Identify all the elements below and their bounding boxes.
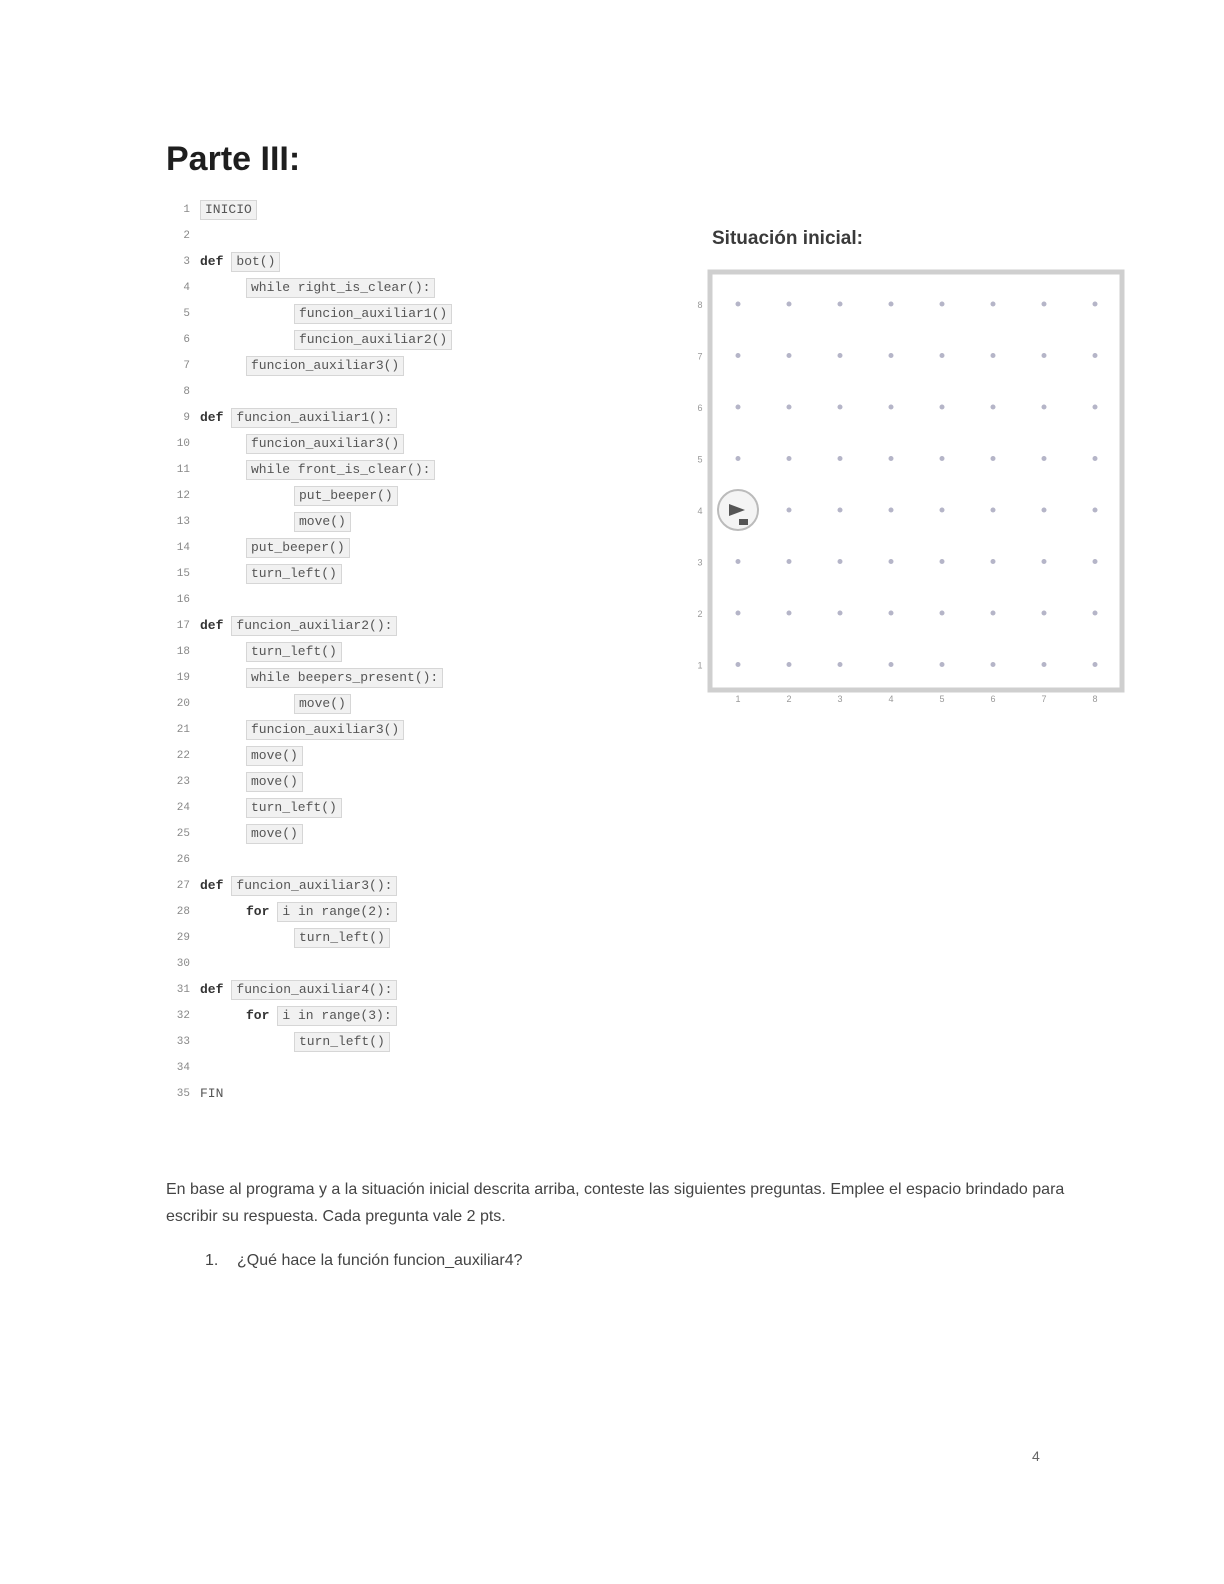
code-line xyxy=(166,249,606,275)
code-text: funcion_auxiliar3() xyxy=(246,720,404,740)
line-number: 6 xyxy=(183,334,190,346)
code-line xyxy=(166,847,606,873)
code-text: while front_is_clear(): xyxy=(246,460,435,480)
line-number: 25 xyxy=(176,828,190,840)
code-line xyxy=(166,561,606,587)
street-label: 5 xyxy=(697,454,703,465)
code-text: turn_left() xyxy=(294,1032,390,1052)
line-number: 21 xyxy=(176,724,190,736)
line-number: 1 xyxy=(183,204,190,216)
corner-dot xyxy=(736,353,741,358)
corner-dot xyxy=(889,662,894,667)
avenue-label: 5 xyxy=(939,694,945,704)
code-keyword: def xyxy=(200,254,224,269)
line-number: 29 xyxy=(176,932,190,944)
code-text: funcion_auxiliar3() xyxy=(246,434,404,454)
line-number: 3 xyxy=(183,256,190,268)
code-text: funcion_auxiliar3(): xyxy=(231,876,397,896)
corner-dot xyxy=(787,559,792,564)
street-label: 7 xyxy=(697,351,703,362)
code-text: put_beeper() xyxy=(246,538,350,558)
corner-dot xyxy=(736,456,741,461)
code-text: funcion_auxiliar4(): xyxy=(231,980,397,1000)
code-text: bot() xyxy=(231,252,280,272)
corner-dot xyxy=(838,456,843,461)
street-label: 2 xyxy=(697,609,703,619)
corner-dot xyxy=(1093,405,1098,410)
code-line xyxy=(166,873,606,899)
corner-dot xyxy=(787,508,792,513)
street-label: 6 xyxy=(697,403,703,413)
code-line xyxy=(166,587,606,613)
line-number: 4 xyxy=(183,282,190,294)
corner-dot xyxy=(1093,302,1098,307)
corner-dot xyxy=(1042,559,1047,564)
line-number: 17 xyxy=(176,620,190,632)
code-text: turn_left() xyxy=(246,642,342,662)
code-text: while beepers_present(): xyxy=(246,668,443,688)
corner-dot xyxy=(1042,611,1047,616)
code-line xyxy=(166,613,606,639)
corner-dot xyxy=(940,559,945,564)
question-text: ¿Qué hace la función funcion_auxiliar4? xyxy=(237,1252,523,1269)
corner-dot xyxy=(787,405,792,410)
line-number: 22 xyxy=(176,750,190,762)
code-text: INICIO xyxy=(200,200,257,220)
code-line xyxy=(166,509,606,535)
code-keyword: def xyxy=(200,982,224,997)
code-text: turn_left() xyxy=(294,928,390,948)
corner-dot xyxy=(889,559,894,564)
corner-dot xyxy=(940,508,945,513)
corner-dot xyxy=(1093,508,1098,513)
code-text: turn_left() xyxy=(246,798,342,818)
line-number: 8 xyxy=(183,386,190,398)
code-line xyxy=(166,275,606,301)
code-line xyxy=(166,223,606,249)
line-number: 5 xyxy=(183,308,190,320)
code-text: move() xyxy=(246,772,303,792)
line-number: 12 xyxy=(176,490,190,502)
corner-dot xyxy=(1093,559,1098,564)
corner-dot xyxy=(1042,302,1047,307)
code-line xyxy=(166,483,606,509)
karel-world xyxy=(690,262,1130,717)
code-line xyxy=(166,951,606,977)
code-keyword: for xyxy=(246,904,270,919)
code-line xyxy=(166,899,606,925)
line-number: 32 xyxy=(176,1010,190,1022)
corner-dot xyxy=(736,559,741,564)
corner-dot xyxy=(1042,662,1047,667)
line-number: 23 xyxy=(176,776,190,788)
code-text: move() xyxy=(246,746,303,766)
line-number: 35 xyxy=(176,1088,190,1100)
corner-dot xyxy=(940,456,945,461)
code-text: funcion_auxiliar2(): xyxy=(231,616,397,636)
code-line xyxy=(166,743,606,769)
code-line xyxy=(166,431,606,457)
code-text: move() xyxy=(294,512,351,532)
corner-dot xyxy=(787,302,792,307)
code-text: put_beeper() xyxy=(294,486,398,506)
code-line xyxy=(166,769,606,795)
line-number: 11 xyxy=(176,464,190,476)
code-text: i in range(3): xyxy=(277,1006,396,1026)
corner-dot xyxy=(838,662,843,667)
line-number: 34 xyxy=(176,1062,190,1074)
line-number: 7 xyxy=(183,360,190,372)
corner-dot xyxy=(1042,456,1047,461)
code-line xyxy=(166,795,606,821)
corner-dot xyxy=(1093,662,1098,667)
corner-dot xyxy=(736,302,741,307)
code-listing xyxy=(166,197,606,1107)
code-line xyxy=(166,327,606,353)
corner-dot xyxy=(838,611,843,616)
corner-dot xyxy=(991,508,996,513)
line-number: 15 xyxy=(176,568,190,580)
corner-dot xyxy=(940,662,945,667)
corner-dot xyxy=(991,662,996,667)
line-number: 9 xyxy=(183,412,190,424)
street-label: 1 xyxy=(697,660,703,671)
corner-dot xyxy=(940,611,945,616)
corner-dot xyxy=(1042,508,1047,513)
code-line xyxy=(166,821,606,847)
corner-dot xyxy=(1093,611,1098,616)
line-number: 10 xyxy=(176,438,190,450)
line-number: 31 xyxy=(176,984,190,996)
karel-robot-base xyxy=(739,519,748,525)
line-number: 14 xyxy=(176,542,190,554)
code-line xyxy=(166,691,606,717)
street-label: 8 xyxy=(697,300,703,310)
code-line xyxy=(166,1029,606,1055)
code-text: i in range(2): xyxy=(277,902,396,922)
corner-dot xyxy=(889,405,894,410)
karel-world-grid xyxy=(690,262,1130,712)
line-number: 13 xyxy=(176,516,190,528)
code-text: move() xyxy=(246,824,303,844)
corner-dot xyxy=(940,405,945,410)
avenue-label: 8 xyxy=(1092,694,1098,704)
section-title: Parte III: xyxy=(166,140,301,178)
line-number: 20 xyxy=(176,698,190,710)
avenue-label: 1 xyxy=(735,694,741,704)
line-number: 26 xyxy=(176,854,190,866)
street-label: 4 xyxy=(697,506,703,516)
avenue-label: 3 xyxy=(837,694,843,704)
code-line xyxy=(166,301,606,327)
code-text: while right_is_clear(): xyxy=(246,278,435,298)
corner-dot xyxy=(787,353,792,358)
code-text: funcion_auxiliar3() xyxy=(246,356,404,376)
corner-dot xyxy=(838,353,843,358)
corner-dot xyxy=(838,559,843,564)
corner-dot xyxy=(736,405,741,410)
corner-dot xyxy=(838,508,843,513)
corner-dot xyxy=(889,302,894,307)
corner-dot xyxy=(787,456,792,461)
corner-dot xyxy=(940,353,945,358)
corner-dot xyxy=(889,611,894,616)
corner-dot xyxy=(889,353,894,358)
corner-dot xyxy=(940,302,945,307)
question-1 xyxy=(205,1252,523,1270)
corner-dot xyxy=(787,662,792,667)
code-keyword: for xyxy=(246,1008,270,1023)
corner-dot xyxy=(736,611,741,616)
corner-dot xyxy=(991,405,996,410)
code-line xyxy=(166,197,606,223)
code-keyword: def xyxy=(200,618,224,633)
code-line xyxy=(166,535,606,561)
code-line xyxy=(166,639,606,665)
street-label: 3 xyxy=(697,557,703,568)
corner-dot xyxy=(889,456,894,461)
code-keyword: def xyxy=(200,878,224,893)
corner-dot xyxy=(889,508,894,513)
corner-dot xyxy=(838,405,843,410)
corner-dot xyxy=(991,559,996,564)
corner-dot xyxy=(1093,456,1098,461)
line-number: 30 xyxy=(176,958,190,970)
instructions-text: En base al programa y a la situación inicial descrita arriba, conteste las siguientes preguntas. Emplee el espacio brindado para escribir su respuesta. Cada pregunta vale 2 pts. xyxy=(166,1181,1065,1225)
code-line xyxy=(166,379,606,405)
code-text: funcion_auxiliar1() xyxy=(294,304,452,324)
avenue-label: 2 xyxy=(786,694,792,704)
code-line xyxy=(166,405,606,431)
code-line xyxy=(166,977,606,1003)
line-number: 19 xyxy=(176,672,190,684)
code-text: funcion_auxiliar1(): xyxy=(231,408,397,428)
code-line xyxy=(166,665,606,691)
code-line xyxy=(166,717,606,743)
code-line xyxy=(166,353,606,379)
code-line xyxy=(166,1081,606,1107)
code-text: move() xyxy=(294,694,351,714)
code-line xyxy=(166,1055,606,1081)
avenue-label: 6 xyxy=(990,694,996,704)
code-text: turn_left() xyxy=(246,564,342,584)
avenue-label: 4 xyxy=(888,694,894,704)
code-line xyxy=(166,925,606,951)
line-number: 28 xyxy=(176,906,190,918)
line-number: 27 xyxy=(176,880,190,892)
code-text: funcion_auxiliar2() xyxy=(294,330,452,350)
question-number: 1. xyxy=(205,1252,219,1269)
corner-dot xyxy=(838,302,843,307)
initial-situation-label: Situación inicial: xyxy=(712,228,863,249)
corner-dot xyxy=(736,662,741,667)
line-number: 33 xyxy=(176,1036,190,1048)
code-text: FIN xyxy=(200,1086,224,1101)
corner-dot xyxy=(991,353,996,358)
corner-dot xyxy=(1093,353,1098,358)
code-line xyxy=(166,1003,606,1029)
line-number: 2 xyxy=(183,230,190,242)
corner-dot xyxy=(991,456,996,461)
code-line xyxy=(166,457,606,483)
line-number: 24 xyxy=(176,802,190,814)
line-number: 18 xyxy=(176,646,190,658)
page-number: 4 xyxy=(1032,1448,1040,1464)
corner-dot xyxy=(1042,405,1047,410)
world-border xyxy=(710,272,1122,690)
corner-dot xyxy=(991,302,996,307)
corner-dot xyxy=(787,611,792,616)
corner-dot xyxy=(1042,353,1047,358)
line-number: 16 xyxy=(176,594,190,606)
corner-dot xyxy=(991,611,996,616)
avenue-label: 7 xyxy=(1041,694,1047,704)
code-keyword: def xyxy=(200,410,224,425)
